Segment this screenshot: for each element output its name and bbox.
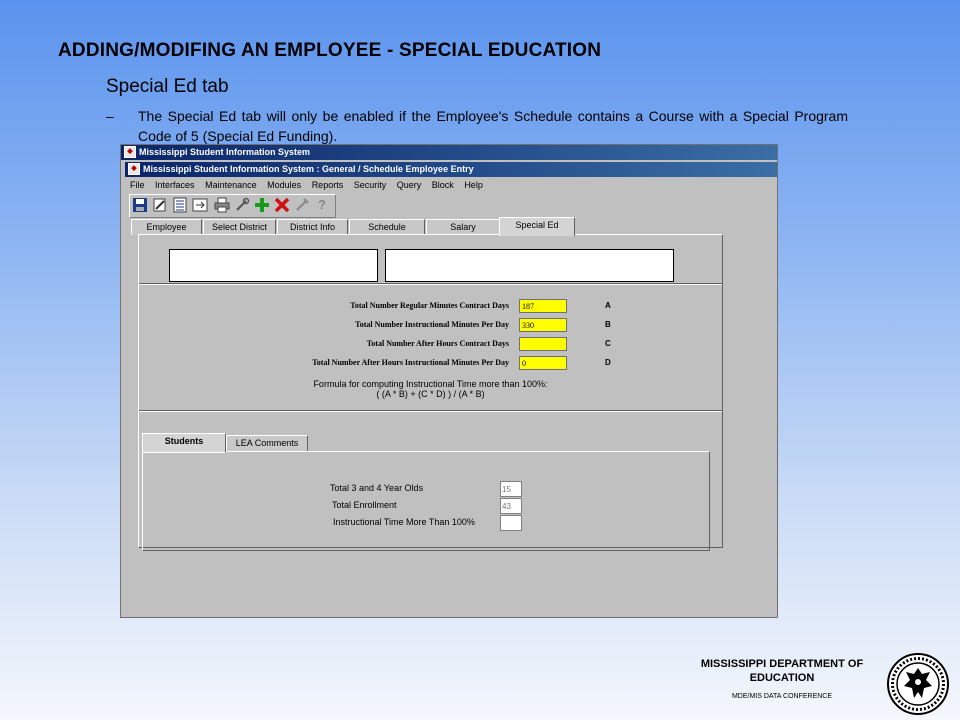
menu-interfaces[interactable]: Interfaces [155, 180, 195, 190]
app-icon: ◆ [124, 146, 136, 158]
main-tabs [129, 217, 777, 235]
add-icon[interactable] [254, 197, 270, 213]
save-icon[interactable] [132, 197, 148, 213]
field-letter: D [605, 358, 611, 367]
app-window [120, 144, 778, 618]
stat-row-instructional-time [143, 515, 709, 531]
field-letter: B [605, 320, 611, 329]
instructional-minutes-per-day-input[interactable]: 330 [519, 318, 567, 332]
org-line-1: MISSISSIPPI DEPARTMENT OF [700, 658, 864, 670]
formula-expression: ( (A * B) + (C * D) ) / (A * B) [376, 389, 485, 399]
regular-minutes-contract-days-input[interactable]: 187 [519, 299, 567, 313]
field-label: Total Number Instructional Minutes Per Day [355, 320, 509, 329]
footer-conference: MDE/MIS DATA CONFERENCE [731, 693, 833, 700]
menu-query[interactable]: Query [396, 180, 422, 190]
form-icon: ◆ [128, 163, 140, 175]
stat-label: Instructional Time More Than 100% [333, 517, 475, 527]
stat-label: Total 3 and 4 Year Olds [330, 483, 424, 493]
menu-file[interactable]: File [130, 180, 145, 190]
outer-title-bar[interactable] [121, 145, 777, 160]
total-3-4-year-olds-field: 15 [500, 481, 522, 497]
after-hours-instructional-minutes-input[interactable]: 0 [519, 356, 567, 370]
instructional-time-over-100-field [500, 515, 522, 531]
print-icon[interactable] [214, 197, 230, 213]
slide-title: ADDING/MODIFING AN EMPLOYEE - SPECIAL EDUCATION [58, 40, 602, 61]
stat-label: Total Enrollment [332, 500, 397, 510]
field-row-b [139, 318, 722, 334]
bullet-text: The Special Ed tab will only be enabled if the Employee's Schedule contains a Course with a Special Program Code of 5 (Special Ed Funding). [138, 108, 848, 144]
menu-modules[interactable]: Modules [267, 180, 302, 190]
menu-maintenance[interactable]: Maintenance [205, 180, 257, 190]
separator-bottom [139, 410, 722, 412]
menu-bar [125, 178, 777, 193]
employee-info-box [385, 249, 674, 282]
edit-icon[interactable] [152, 197, 168, 213]
field-label: Total Number After Hours Contract Days [366, 339, 509, 348]
subtab-students[interactable]: Students [142, 433, 226, 453]
inner-title-bar[interactable] [125, 162, 777, 177]
tab-salary[interactable]: Salary [426, 219, 500, 235]
tab-employee[interactable]: Employee [131, 219, 202, 235]
total-enrollment-field: 43 [500, 498, 522, 514]
employee-name-box [169, 249, 378, 282]
formula-heading: Formula for computing Instructional Time more than 100%: [313, 379, 548, 389]
subtab-lea-comments[interactable]: LEA Comments [226, 435, 308, 452]
sub-tabs [142, 433, 442, 451]
menu-security[interactable]: Security [353, 180, 387, 190]
field-label: Total Number Regular Minutes Contract Days [350, 301, 509, 310]
special-ed-panel [138, 234, 723, 548]
separator-top [139, 283, 722, 285]
menu-help[interactable]: Help [464, 180, 483, 190]
students-panel [142, 451, 710, 551]
state-seal-icon [886, 652, 950, 716]
slide-bullet [106, 106, 848, 146]
footer-organization [676, 657, 888, 685]
after-hours-contract-days-input[interactable] [519, 337, 567, 351]
field-row-d [139, 356, 722, 372]
field-label: Total Number After Hours Instructional Minutes Per Day [312, 358, 509, 367]
slide-subtitle: Special Ed tab [106, 76, 229, 97]
tools-icon[interactable] [234, 197, 250, 213]
tab-district-info[interactable]: District Info [277, 219, 348, 235]
field-row-c [139, 337, 722, 353]
clear-icon[interactable] [294, 197, 310, 213]
tab-special-ed[interactable]: Special Ed [499, 217, 575, 236]
org-line-2: EDUCATION [749, 672, 815, 684]
tab-select-district[interactable]: Select District [203, 219, 276, 235]
list-icon[interactable] [172, 197, 188, 213]
menu-reports[interactable]: Reports [311, 180, 344, 190]
stat-row-enrollment [143, 498, 709, 514]
bullet-dash: – [106, 108, 114, 124]
field-letter: C [605, 339, 611, 348]
toolbar [129, 194, 336, 218]
menu-block[interactable]: Block [431, 180, 454, 190]
field-letter: A [605, 301, 611, 310]
transfer-icon[interactable] [192, 197, 208, 213]
tab-schedule[interactable]: Schedule [349, 219, 425, 235]
inner-title: Mississippi Student Information System : General / Schedule Employee Entry [143, 164, 474, 174]
field-row-a [139, 299, 722, 315]
help-icon[interactable]: ? [318, 197, 326, 212]
outer-title: Mississippi Student Information System [139, 147, 311, 157]
stat-row-3-4-year-olds [143, 481, 709, 497]
delete-icon[interactable] [274, 197, 290, 213]
